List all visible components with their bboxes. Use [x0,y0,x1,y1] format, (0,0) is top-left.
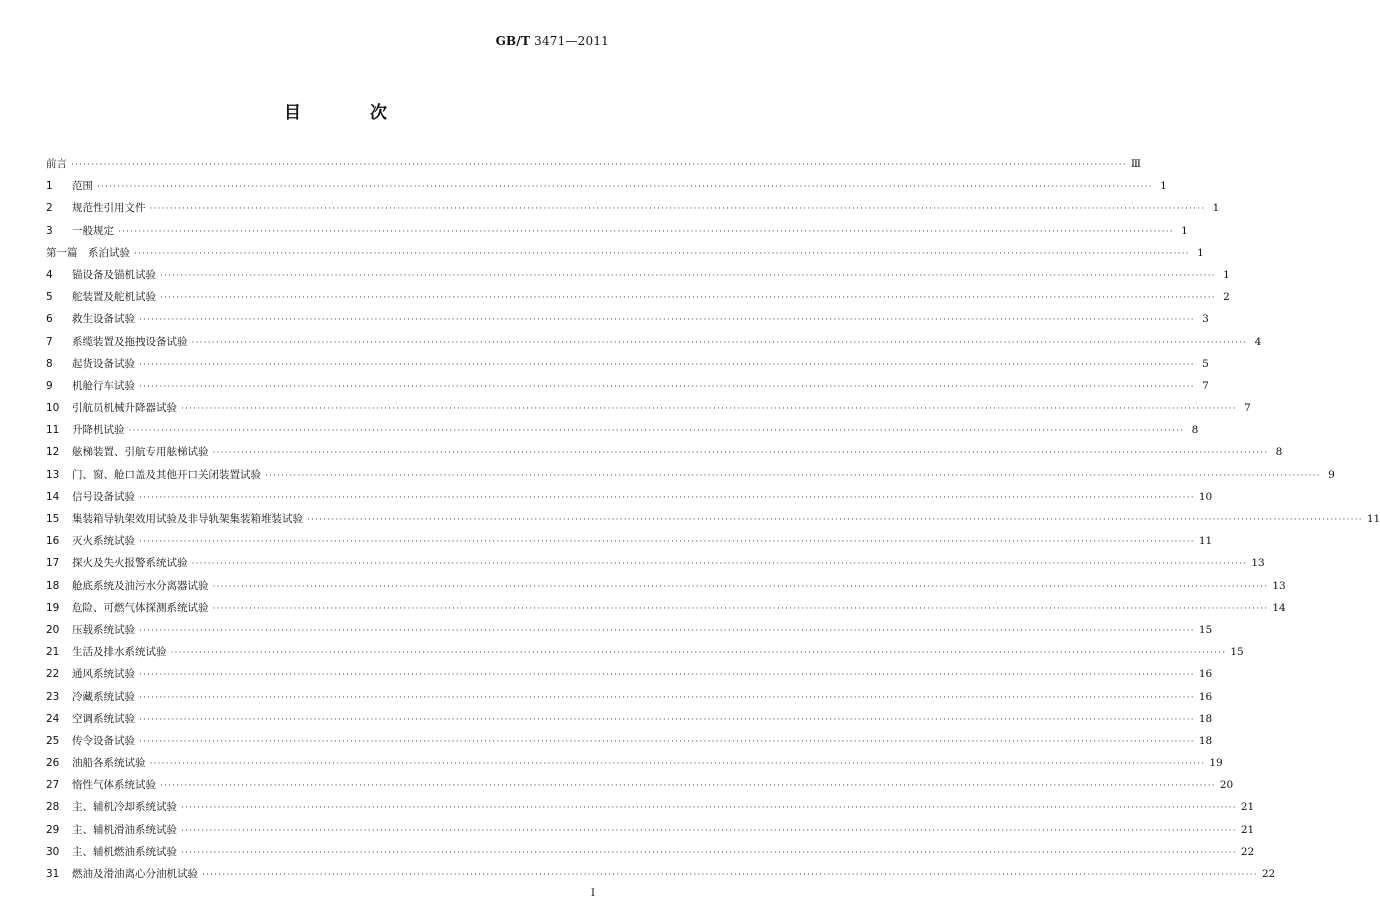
toc-entry[interactable] [46,819,1255,841]
dot-leader: ···································································································································································································································································· [181,803,1237,814]
toc-entry-number: 14 [46,490,60,503]
dot-leader: ···································································································································································································································································· [139,736,1195,747]
toc-entry[interactable] [46,375,1209,397]
toc-entry-number: 27 [46,779,60,792]
toc-entry[interactable] [46,153,1141,175]
table-of-contents [46,153,1380,885]
toc-entry-label: 第一篇 系泊试验 [46,246,130,259]
toc-entry-number: 6 [46,313,53,326]
toc-entry-label: 主、辅机冷却系统试验 [72,801,177,814]
toc-entry[interactable] [46,441,1283,463]
toc-entry[interactable] [46,464,1335,486]
toc-entry-label: 探火及失火报警系统试验 [72,557,188,570]
toc-entry[interactable] [46,220,1188,242]
toc-entry-number: 13 [46,468,60,481]
toc-entry[interactable] [46,353,1209,375]
toc-entry-page: 11 [1366,513,1380,525]
toc-entry-label: 升降机试验 [72,424,125,437]
toc-entry-number: 11 [46,424,60,437]
toc-entry-page: 11 [1198,535,1213,548]
toc-entry-number: 30 [46,845,60,858]
standard-code [496,34,609,48]
toc-entry-label: 信号设备试验 [72,490,135,503]
toc-entry-label: 规范性引用文件 [72,202,146,215]
dot-leader: ···································································································································································································································································· [139,315,1195,326]
toc-entry-page: Ⅲ [1130,158,1141,170]
standard-prefix: GB/T [495,34,531,48]
toc-entry-number: 23 [46,690,60,703]
toc-entry-number: 10 [46,402,60,415]
toc-entry-page: 1 [1181,224,1188,237]
toc-entry[interactable] [46,730,1213,752]
dot-leader: ···································································································································································································································································· [212,581,1269,592]
toc-entry-number: 31 [46,868,60,880]
toc-entry-page: 10 [1198,490,1213,503]
toc-entry-number: 15 [46,513,60,525]
toc-entry-page: 4 [1254,335,1262,348]
toc-entry-page: 19 [1209,757,1223,770]
toc-entry-number: 4 [46,268,53,281]
toc-entry-label: 系缆装置及拖拽设备试验 [72,335,188,348]
toc-entry-number: 22 [46,668,60,681]
toc-entry-number: 7 [46,335,53,348]
toc-entry-label: 起货设备试验 [72,357,135,370]
toc-entry-number: 19 [46,601,60,614]
toc-entry-page: 1 [1223,268,1230,281]
toc-entry-number: 9 [46,379,53,392]
toc-entry-label: 舵装置及舵机试验 [72,291,156,304]
toc-entry-page: 15 [1230,646,1244,659]
toc-entry-label: 压载系统试验 [72,623,135,636]
dot-leader: ···································································································································································································································································· [181,825,1237,836]
toc-entry[interactable] [46,752,1223,774]
toc-entry-page: 16 [1198,690,1213,703]
toc-entry[interactable] [46,641,1244,663]
toc-entry-page: 18 [1198,734,1213,747]
toc-entry-number: 12 [46,446,60,459]
toc-entry-label: 惰性气体系统试验 [72,779,156,792]
dot-leader: ···································································································································································································································································· [139,692,1195,703]
toc-entry-number: 5 [46,291,53,304]
dot-leader: ···································································································································································································································································· [202,870,1258,880]
dot-leader: ···································································································································································································································································· [139,359,1195,370]
toc-entry-label: 舷梯装置、引航专用舷梯试验 [72,446,209,459]
toc-entry[interactable] [46,331,1262,353]
toc-entry[interactable] [46,863,1276,885]
dot-leader: ···································································································································································································································································· [139,381,1195,392]
toc-entry-label: 门、窗、舱口盖及其他开口关闭装置试验 [72,468,261,481]
toc-entry-label: 锚设备及锚机试验 [72,268,156,281]
toc-entry-label: 集装箱导轨架效用试验及非导轨架集装箱堆装试验 [72,513,303,525]
toc-entry-label: 主、辅机滑油系统试验 [72,823,177,836]
toc-entry-label: 空调系统试验 [72,712,135,725]
dot-leader: ···································································································································································································································································· [181,404,1237,415]
dot-leader: ···································································································································································································································································· [128,426,1185,437]
toc-entry-page: 7 [1244,402,1251,415]
toc-entry[interactable] [46,486,1213,508]
toc-entry-label: 油船各系统试验 [72,757,146,770]
toc-entry-page: 2 [1223,291,1230,304]
toc-entry-page: 16 [1198,668,1213,681]
toc-entry-number: 20 [46,623,60,636]
dot-leader: ···································································································································································································································································· [97,182,1153,193]
toc-entry-page: 22 [1240,845,1255,858]
toc-entry[interactable] [46,308,1209,330]
toc-entry[interactable] [46,264,1230,286]
toc-entry[interactable] [46,419,1199,441]
toc-entry-number: 2 [46,202,53,215]
toc-entry-label: 主、辅机燃油系统试验 [72,845,177,858]
toc-entry-page: 8 [1275,446,1283,459]
dot-leader: ···································································································································································································································································· [160,293,1216,304]
toc-entry-page: 20 [1219,779,1234,792]
standard-number: 3471—2011 [534,34,609,48]
toc-entry-number: 21 [46,646,60,659]
toc-entry[interactable] [46,841,1255,863]
toc-entry-label: 范围 [72,180,93,193]
toc-entry-number: 25 [46,734,60,747]
toc-entry-label: 生活及排水系统试验 [72,646,167,659]
toc-entry[interactable] [46,708,1213,730]
toc-entry-page: 1 [1160,180,1167,193]
toc-entry-page: 1 [1197,246,1204,259]
toc-entry-number: 1 [46,180,53,193]
toc-entry-page: 7 [1202,379,1209,392]
toc-entry-number: 16 [46,535,60,548]
dot-leader: ···································································································································································································································································· [134,248,1190,259]
dot-leader: ···································································································································································································································································· [160,781,1216,792]
toc-entry[interactable] [46,774,1234,796]
dot-leader: ···································································································································································································································································· [191,559,1248,570]
toc-entry[interactable] [46,597,1286,619]
toc-entry-page: 14 [1272,601,1286,614]
toc-entry-label: 舱底系统及油污水分离器试验 [72,579,209,592]
toc-entry-label: 引航员机械升降器试验 [72,402,177,415]
toc-entry-number: 18 [46,579,60,592]
toc-entry-label: 前言 [46,158,67,170]
toc-entry-number: 28 [46,801,60,814]
toc-entry-number: 8 [46,357,53,370]
toc-entry-page: 8 [1191,424,1199,437]
toc-entry[interactable] [46,197,1220,219]
toc-entry[interactable] [46,619,1213,641]
dot-leader: ···································································································································································································································································· [139,714,1195,725]
toc-entry-page: 21 [1240,823,1255,836]
toc-entry-label: 通风系统试验 [72,668,135,681]
dot-leader: ···································································································································································································································································· [118,226,1174,237]
dot-leader: ···································································································································································································································································· [212,603,1269,614]
toc-entry[interactable] [46,796,1255,818]
toc-entry-page: 1 [1212,202,1220,215]
dot-leader: ···································································································································································································································································· [149,759,1206,770]
dot-leader: ···································································································································································································································································· [160,270,1216,281]
toc-entry-page: 15 [1198,623,1213,636]
toc-entry[interactable] [46,530,1213,552]
footer-page-number: Ⅰ [591,888,595,899]
dot-leader: ···································································································································································································································································· [212,448,1269,459]
toc-entry-page: 5 [1202,357,1209,370]
dot-leader: ···································································································································································································································································· [181,847,1237,858]
toc-entry-page: 13 [1251,557,1265,570]
toc-entry-label: 危险、可燃气体探测系统试验 [72,601,209,614]
dot-leader: ···································································································································································································································································· [149,204,1206,215]
dot-leader: ···································································································································································································································································· [170,648,1227,659]
toc-title: 目 次 [284,103,413,123]
dot-leader: ···································································································································································································································································· [307,515,1363,525]
toc-entry-page: 22 [1261,868,1276,880]
toc-entry-page: 13 [1272,579,1286,592]
toc-entry-label: 灭火系统试验 [72,535,135,548]
toc-entry-number: 24 [46,712,60,725]
toc-entry[interactable] [46,397,1251,419]
dot-leader: ···································································································································································································································································· [191,337,1248,348]
toc-entry[interactable] [46,552,1265,574]
toc-entry[interactable] [46,663,1213,685]
toc-entry[interactable] [46,242,1204,264]
dot-leader: ···································································································································································································································································· [265,470,1321,481]
dot-leader: ···································································································································································································································································· [139,625,1195,636]
toc-entry-page: 21 [1240,801,1255,814]
dot-leader: ···································································································································································································································································· [71,160,1127,170]
toc-entry-number: 26 [46,757,60,770]
toc-entry-label: 燃油及滑油离心分油机试验 [72,868,198,880]
toc-entry-label: 一般规定 [72,224,114,237]
toc-entry-page: 9 [1328,468,1335,481]
toc-entry-label: 冷藏系统试验 [72,690,135,703]
toc-entry[interactable] [46,175,1167,197]
dot-leader: ···································································································································································································································································· [139,670,1195,681]
toc-entry-number: 17 [46,557,60,570]
toc-entry-page: 18 [1198,712,1213,725]
toc-entry[interactable] [46,508,1380,530]
toc-entry-page: 3 [1202,313,1209,326]
toc-entry-label: 机舱行车试验 [72,379,135,392]
toc-entry-number: 29 [46,823,60,836]
toc-entry[interactable] [46,575,1286,597]
toc-entry-number: 3 [46,224,53,237]
toc-entry[interactable] [46,686,1213,708]
toc-entry[interactable] [46,286,1230,308]
dot-leader: ···································································································································································································································································· [139,492,1195,503]
dot-leader: ···································································································································································································································································· [139,537,1195,548]
toc-entry-label: 传令设备试验 [72,734,135,747]
toc-entry-label: 救生设备试验 [72,313,135,326]
